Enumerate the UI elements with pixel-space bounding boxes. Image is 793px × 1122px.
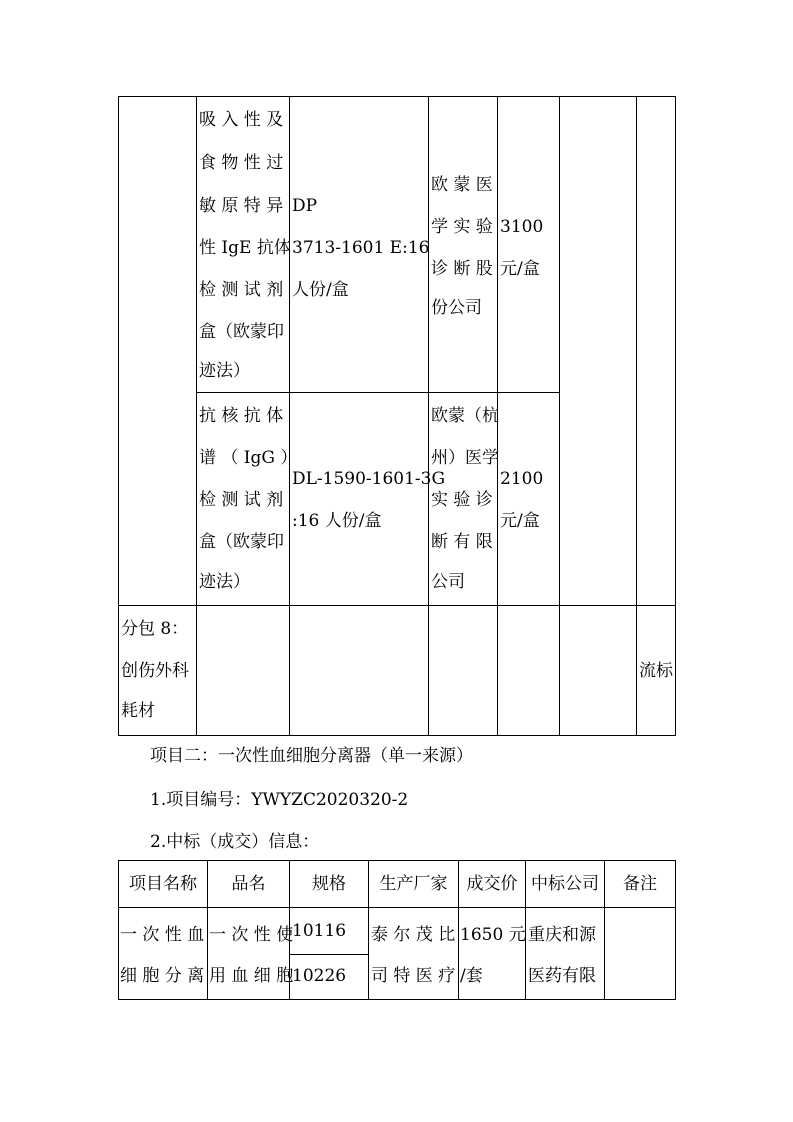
manufacturer-line: 欧蒙（杭 [431,406,499,426]
manufacturer-line: 泰 尔 茂 比 [371,925,456,945]
spec-value: 10226 [292,966,347,986]
product-name-line: 抗 核 抗 体 [199,406,284,426]
header-note: 备注 [623,874,657,894]
product-name-line: 迹法） [199,572,250,592]
table-2-bottom-border [118,999,676,1000]
table-1-col-border [636,96,637,736]
manufacturer-line: 州）医学 [431,448,499,468]
price-line: 1650 元 [460,925,526,945]
package-line: 创伤外科 [121,661,189,681]
manufacturer-line: 司 特 医 疗 [371,966,456,986]
table-2-header-divider [118,907,676,908]
spec-line: :16 人份/盒 [292,511,382,531]
spec-line: 人份/盒 [292,280,349,300]
project-number: 1.项目编号：YWYZC2020320-2 [150,790,409,810]
spec-line: 3713-1601 E:16 [292,238,430,258]
product-name-line: 性 IgE 抗体 [199,238,291,258]
product-name-line: 迹法） [199,361,250,381]
header-company: 中标公司 [531,874,599,894]
table-1-col-border [289,96,290,736]
package-line: 分包 8： [121,619,189,639]
project-name-line: 一 次 性 血 [120,925,205,945]
header-project-name: 项目名称 [129,874,197,894]
table-2-col-border [675,860,676,1000]
header-product-name: 品名 [231,874,266,894]
table-1-bottom-border [118,735,676,736]
price-line: /套 [460,966,483,986]
manufacturer-line: 份公司 [431,298,482,318]
product-name-line: 盒（欧蒙印 [199,322,284,342]
product-name-line: 食 物 性 过 [199,153,284,173]
product-name-line: 一 次 性 使 [209,925,294,945]
price-line: 2100 [500,469,544,489]
note-cell: 流标 [639,661,673,681]
company-line: 重庆和源 [528,925,596,945]
table-1-row-divider [118,605,676,606]
product-name-line: 谱 （ IgG ） [199,448,298,468]
package-line: 耗材 [121,701,155,721]
company-line: 医药有限 [528,966,596,986]
table-1-col-border [428,96,429,736]
manufacturer-line: 公司 [431,572,465,592]
table-1-col-border [118,96,119,736]
table-1-top-border [118,96,676,97]
price-line: 元/盒 [500,259,540,279]
manufacturer-line: 学 实 验 [431,217,493,237]
price-line: 3100 [500,217,544,237]
header-price: 成交价 [466,874,518,894]
award-info-heading: 2.中标（成交）信息： [150,832,320,852]
spec-line: DL-1590-1601-3G [292,469,446,489]
manufacturer-line: 实 验 诊 [431,490,493,510]
manufacturer-line: 断 有 限 [431,532,493,552]
spec-value: 10116 [292,921,347,941]
product-name-line: 吸 入 性 及 [199,110,284,130]
table-1-col-border [675,96,676,736]
product-name-line: 盒（欧蒙印 [199,532,284,552]
table-2-top-border [118,860,676,861]
table-2-spec-divider [289,954,368,955]
project-name-line: 细 胞 分 离 [120,966,205,986]
table-1-col-border [196,96,197,736]
spec-line: DP [292,196,318,216]
price-line: 元/盒 [500,511,540,531]
product-name-line: 用 血 细 胞 [209,966,294,986]
table-1-row-divider [196,392,560,393]
product-name-line: 敏 原 特 异 [199,196,284,216]
product-name-line: 检 测 试 剂 [199,280,284,300]
manufacturer-line: 欧 蒙 医 [431,175,493,195]
manufacturer-line: 诊 断 股 [431,259,493,279]
table-1-col-border [559,96,560,736]
header-spec: 规格 [312,874,346,894]
product-name-line: 检 测 试 剂 [199,490,284,510]
section-title: 项目二：一次性血细胞分离器（单一来源） [150,746,473,766]
header-manufacturer: 生产厂家 [379,874,448,894]
